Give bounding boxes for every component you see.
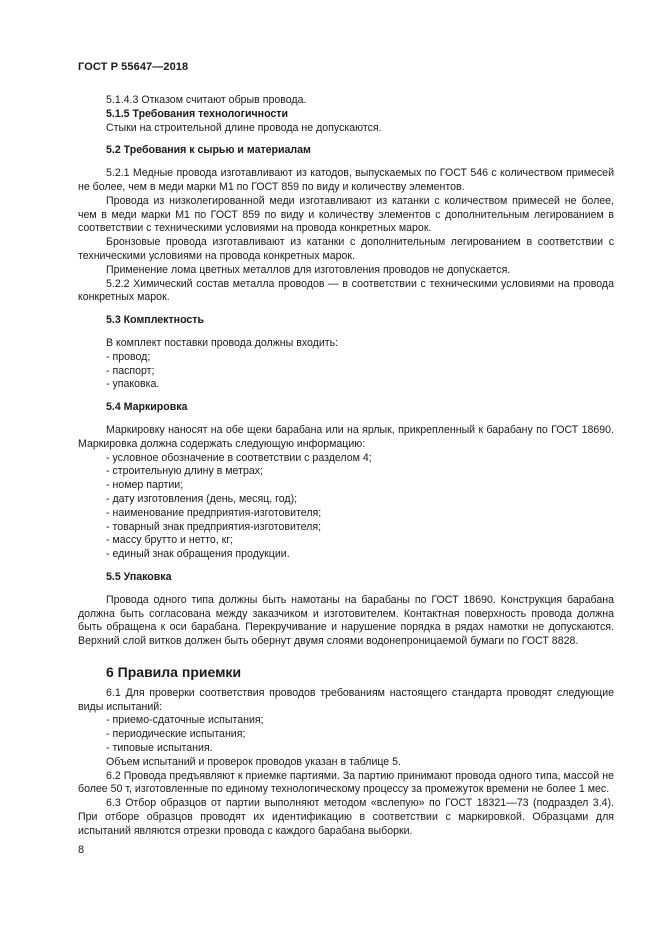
paragraph: Маркировку наносят на обе щеки барабана или на ярлык, прикрепленный к барабану по ГОСТ 18690. Маркировка должна содержать следующую информацию: [78, 423, 614, 450]
page-number: 8 [78, 844, 85, 856]
paragraph: Провода из низколегированной меди изготавливают из катанки с количеством примесей не более, чем в меди марки М1 по ГОСТ 859 по виду и количеству элементов с дополнительным легированием в соответствии с техническими условиями на провода конкретных марок. [78, 194, 614, 235]
paragraph: Применение лома цветных металлов для изготовления проводов не допускается. [106, 263, 511, 276]
paragraph: Объем испытаний и проверок проводов указан в таблице 5. [106, 755, 401, 768]
list-item: - периодические испытания; [106, 728, 246, 741]
paragraph: Бронзовые провода изготавливают из катанки с дополнительным легированием в соответствии с техническими условиями на провода конкретных марок. [78, 236, 614, 262]
document-header: ГОСТ Р 55647—2018 [78, 61, 189, 73]
paragraph: 6.3 Отбор образцов от партии выполняют методом «вслепую» по ГОСТ 18321—73 (подраздел 3.4). При отборе образцов проводят их идентификацию в соответствии с маркировкой. Образцами для испытаний являются отрезки провода с каждого барабана выборки. [78, 797, 614, 837]
list-item: - единый знак обращения продукции. [106, 548, 290, 561]
paragraph: 6.2 Провода предъявляют к приемке партиями. За партию принимают провода одного типа, массой не более 50 т, изготовленные по единому технологическому процессу за промежуток времени не более 1 мес. [78, 769, 614, 796]
list-item: - товарный знак предприятия-изготовителя; [106, 520, 322, 533]
list-item: - номер партии; [106, 479, 184, 492]
list-item: - наименование предприятия-изготовителя; [106, 506, 322, 519]
list-item: - приемо-сдаточные испытания; [106, 714, 264, 727]
section-heading: 5.5 Упаковка [106, 570, 172, 583]
list-item: - дату изготовления (день, месяц, год); [106, 492, 298, 505]
paragraph: 5.2.2 Химический состав металла проводов — в соответствии с техническими условиями на провода конкретных марок. [78, 277, 614, 304]
paragraph: 5.1.4.3 Отказом считают обрыв провода. [106, 94, 307, 106]
section-heading: 5.4 Маркировка [106, 401, 188, 414]
document-body [78, 94, 614, 839]
list-item: - упаковка. [106, 378, 160, 391]
section-heading: 5.3 Комплектность [106, 314, 204, 327]
paragraph: Стыки на строительной длине провода не допускаются. [106, 121, 382, 134]
paragraph: Провода одного типа должны быть намотаны на барабаны по ГОСТ 18690. Конструкция барабана должна быть согласована между заказчиком и изготовителем. Контактная поверхность провода должна быть обращена к оси барабана. Перекручивание и нарушение порядка в рядах намотки не допускаются. Верхний слой витков должен быть обернут двумя слоями водонепроницаемой бумаги по ГОСТ 8828. [78, 593, 614, 648]
paragraph: В комплект поставки провода должны входить: [106, 336, 339, 349]
section-heading: 6 Правила приемки [106, 663, 242, 680]
list-item: - условное обозначение в соответствии с разделом 4; [106, 451, 372, 464]
list-item: - массу брутто и нетто, кг; [106, 534, 234, 547]
list-item: - провод; [106, 350, 151, 363]
paragraph: 6.1 Для проверки соответствия проводов требованиям настоящего стандарта проводят следующие виды испытаний: [78, 686, 614, 713]
list-item: - строительную длину в метрах; [106, 465, 263, 478]
section-heading: 5.2 Требования к сырью и материалам [106, 144, 311, 157]
paragraph: 5.2.1 Медные провода изготавливают из катодов, выпускаемых по ГОСТ 546 с количеством примесей не более, чем в меди марки М1 по ГОСТ 859 по виду и количеству элементов. [78, 167, 614, 193]
list-item: - паспорт; [106, 364, 155, 377]
list-item: - типовые испытания. [106, 742, 213, 755]
section-heading: 5.1.5 Требования технологичности [106, 107, 289, 120]
